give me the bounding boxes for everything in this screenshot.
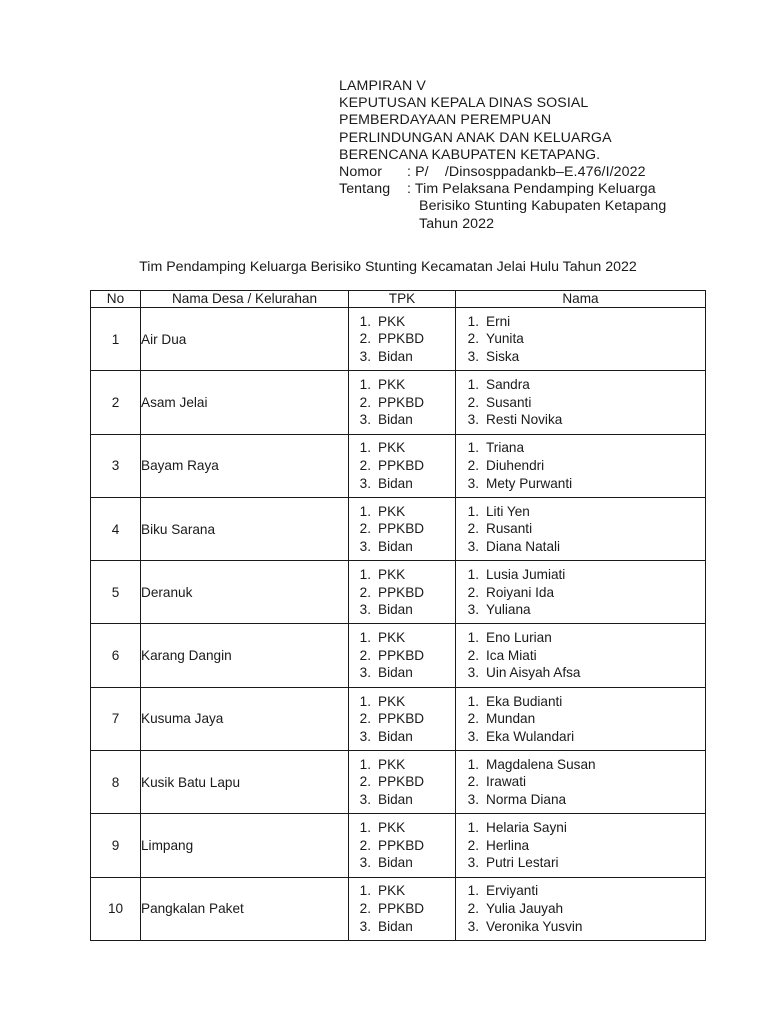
list-number: 2. (359, 521, 371, 537)
tpk-cell (349, 814, 456, 877)
member-name: Norma Diana (486, 792, 567, 808)
table-header-row (91, 291, 706, 308)
village-name: Pangkalan Paket (141, 877, 349, 940)
tpk-role: PPKBD (378, 521, 425, 537)
row-number: 2 (91, 371, 141, 434)
member-item (456, 520, 705, 538)
column-header-nama: Nama (456, 291, 706, 308)
tpk-role: PKK (378, 820, 406, 836)
member-names-cell (456, 624, 706, 687)
member-item (456, 411, 705, 429)
list-number: 2. (359, 774, 371, 790)
list-number: 3. (467, 348, 479, 364)
tpk-role: PPKBD (378, 331, 425, 347)
member-list (456, 629, 705, 682)
member-name: Susanti (486, 394, 532, 410)
list-number: 2. (359, 394, 371, 410)
tpk-role: Bidan (378, 602, 413, 618)
tpk-list (349, 376, 455, 429)
tpk-role: Bidan (378, 348, 413, 364)
member-list (456, 313, 705, 366)
list-number: 2. (467, 774, 479, 790)
tpk-item (349, 854, 455, 872)
member-names-cell (456, 561, 706, 624)
member-name: Diuhendri (486, 457, 545, 473)
table-row (91, 751, 706, 814)
member-name: Mundan (486, 711, 536, 727)
tpk-role: PPKBD (378, 901, 425, 917)
member-item (456, 584, 705, 602)
nomor-label: Nomor (339, 164, 383, 181)
tpk-cell (349, 497, 456, 560)
tpk-list (349, 313, 455, 366)
member-names-cell (456, 687, 706, 750)
list-number: 3. (359, 348, 371, 364)
member-item (456, 394, 705, 412)
member-item (456, 348, 705, 366)
tpk-item (349, 837, 455, 855)
member-item (456, 601, 705, 619)
tpk-list (349, 882, 455, 935)
tpk-list (349, 756, 455, 809)
tpk-role: Bidan (378, 792, 413, 808)
village-name: Karang Dangin (141, 624, 349, 687)
tpk-role: PPKBD (378, 647, 425, 663)
tpk-role: PKK (378, 693, 406, 709)
tpk-cell (349, 434, 456, 497)
member-item (456, 566, 705, 584)
member-item (456, 330, 705, 348)
tpk-item (349, 394, 455, 412)
member-names-cell (456, 751, 706, 814)
list-number: 3. (467, 602, 479, 618)
tpk-item (349, 647, 455, 665)
list-number: 2. (467, 331, 479, 347)
tpk-role: PPKBD (378, 774, 425, 790)
list-number: 1. (467, 503, 479, 519)
row-number: 4 (91, 497, 141, 560)
tpk-role: PKK (378, 883, 406, 899)
table-row (91, 814, 706, 877)
tpk-item (349, 728, 455, 746)
list-number: 3. (359, 602, 371, 618)
member-name: Erviyanti (486, 883, 539, 899)
village-name: Air Dua (141, 308, 349, 371)
member-names-cell (456, 434, 706, 497)
member-name: Rusanti (486, 521, 533, 537)
member-name: Lusia Jumiati (486, 566, 566, 582)
member-item (456, 376, 705, 394)
tpk-item (349, 819, 455, 837)
tpk-item (349, 664, 455, 682)
member-list (456, 882, 705, 935)
village-name: Bayam Raya (141, 434, 349, 497)
list-number: 3. (467, 855, 479, 871)
member-item (456, 728, 705, 746)
list-number: 1. (359, 377, 371, 393)
list-number: 2. (467, 901, 479, 917)
list-number: 1. (467, 820, 479, 836)
tpk-role: PPKBD (378, 584, 425, 600)
list-number: 1. (359, 313, 371, 329)
list-number: 1. (467, 756, 479, 772)
tpk-cell (349, 687, 456, 750)
member-item (456, 819, 705, 837)
member-name: Siska (486, 348, 520, 364)
tpk-cell (349, 751, 456, 814)
row-number: 5 (91, 561, 141, 624)
list-number: 3. (359, 855, 371, 871)
list-number: 1. (467, 377, 479, 393)
member-item (456, 756, 705, 774)
member-item (456, 710, 705, 728)
tpk-role: PKK (378, 440, 406, 456)
member-name: Eka Budianti (486, 693, 563, 709)
member-item (456, 882, 705, 900)
list-number: 2. (467, 837, 479, 853)
tpk-role: PPKBD (378, 711, 425, 727)
list-number: 1. (359, 630, 371, 646)
tpk-item (349, 918, 455, 936)
tpk-role: Bidan (378, 412, 413, 428)
tpk-cell (349, 624, 456, 687)
table-row (91, 877, 706, 940)
tpk-item (349, 756, 455, 774)
list-number: 3. (467, 538, 479, 554)
village-name: Asam Jelai (141, 371, 349, 434)
list-number: 3. (359, 538, 371, 554)
member-item (456, 693, 705, 711)
member-name: Diana Natali (486, 538, 561, 554)
tpk-item (349, 791, 455, 809)
member-name: Liti Yen (486, 503, 530, 519)
table-row (91, 308, 706, 371)
list-number: 1. (467, 313, 479, 329)
tpk-list (349, 629, 455, 682)
member-list (456, 756, 705, 809)
member-name: Sandra (486, 377, 530, 393)
list-number: 2. (359, 901, 371, 917)
list-number: 1. (359, 693, 371, 709)
member-item (456, 773, 705, 791)
tpk-role: Bidan (378, 538, 413, 554)
member-item (456, 457, 705, 475)
tentang-value: : Tim Pelaksana Pendamping Keluarga (407, 181, 656, 198)
list-number: 3. (359, 665, 371, 681)
tpk-cell (349, 561, 456, 624)
member-list (456, 376, 705, 429)
tpk-item (349, 348, 455, 366)
list-number: 2. (359, 584, 371, 600)
tpk-role: Bidan (378, 475, 413, 491)
tpk-item (349, 520, 455, 538)
list-number: 2. (467, 394, 479, 410)
member-list (456, 439, 705, 492)
member-name: Roiyani Ida (486, 584, 555, 600)
list-number: 2. (359, 457, 371, 473)
row-number: 6 (91, 624, 141, 687)
list-number: 2. (359, 711, 371, 727)
member-item (456, 647, 705, 665)
list-number: 3. (359, 792, 371, 808)
member-names-cell (456, 497, 706, 560)
list-number: 1. (467, 693, 479, 709)
member-name: Irawati (486, 774, 527, 790)
member-item (456, 837, 705, 855)
member-names-cell (456, 814, 706, 877)
header-line-lampiran: LAMPIRAN V (339, 78, 426, 94)
tpk-item (349, 710, 455, 728)
list-number: 3. (359, 728, 371, 744)
column-header-desa: Nama Desa / Kelurahan (141, 291, 349, 308)
member-item (456, 664, 705, 682)
member-name: Erni (486, 313, 511, 329)
table-row (91, 624, 706, 687)
list-number: 1. (359, 756, 371, 772)
tpk-item (349, 566, 455, 584)
list-number: 2. (467, 457, 479, 473)
tentang-row (339, 181, 666, 198)
tpk-item (349, 601, 455, 619)
member-item (456, 629, 705, 647)
header-line-keputusan: KEPUTUSAN KEPALA DINAS SOSIAL (339, 95, 589, 112)
tpk-cell (349, 308, 456, 371)
list-number: 1. (359, 883, 371, 899)
tpk-item (349, 900, 455, 918)
village-name: Kusik Batu Lapu (141, 751, 349, 814)
member-name: Mety Purwanti (486, 475, 573, 491)
document-header (339, 78, 666, 233)
table-row (91, 687, 706, 750)
nomor-row (339, 164, 666, 181)
tentang-continuation-1: Berisiko Stunting Kabupaten Ketapang (419, 198, 667, 215)
list-number: 1. (359, 440, 371, 456)
tpk-cell (349, 371, 456, 434)
header-line-berencana: BERENCANA KABUPATEN KETAPANG. (339, 146, 601, 163)
list-number: 1. (359, 503, 371, 519)
nomor-value: : P/ /Dinsosppadankb–E.476/I/2022 (407, 164, 646, 181)
row-number: 3 (91, 434, 141, 497)
table-title: Tim Pendamping Keluarga Berisiko Stunting Kecamatan Jelai Hulu Tahun 2022 (139, 259, 637, 275)
list-number: 2. (359, 837, 371, 853)
member-item (456, 503, 705, 521)
tpk-role: PPKBD (378, 394, 425, 410)
member-name: Veronika Yusvin (486, 918, 583, 934)
tpk-item (349, 629, 455, 647)
tpk-list (349, 819, 455, 872)
tpk-role: PKK (378, 503, 406, 519)
list-number: 1. (359, 820, 371, 836)
member-name: Uin Aisyah Afsa (486, 665, 581, 681)
member-names-cell (456, 371, 706, 434)
tpk-list (349, 439, 455, 492)
tpk-role: PPKBD (378, 457, 425, 473)
member-item (456, 439, 705, 457)
member-item (456, 313, 705, 331)
tpk-item (349, 882, 455, 900)
member-item (456, 918, 705, 936)
member-names-cell (456, 308, 706, 371)
member-name: Herlina (486, 837, 530, 853)
member-name: Triana (486, 440, 525, 456)
tpk-list (349, 503, 455, 556)
member-name: Putri Lestari (486, 855, 559, 871)
table-body (91, 308, 706, 941)
village-name: Kusuma Jaya (141, 687, 349, 750)
member-list (456, 503, 705, 556)
tpk-role: PKK (378, 313, 406, 329)
list-number: 3. (359, 918, 371, 934)
list-number: 3. (467, 792, 479, 808)
member-item (456, 854, 705, 872)
list-number: 3. (467, 475, 479, 491)
tpk-role: PKK (378, 630, 406, 646)
header-line-pemberdayaan: PEMBERDAYAAN PEREMPUAN (339, 112, 552, 129)
header-line-perlindungan: PERLINDUNGAN ANAK DAN KELUARGA (339, 129, 612, 146)
table-row (91, 371, 706, 434)
member-names-cell (456, 877, 706, 940)
tpk-item (349, 376, 455, 394)
tpk-cell (349, 877, 456, 940)
member-item (456, 900, 705, 918)
tpk-item (349, 313, 455, 331)
tpk-role: Bidan (378, 855, 413, 871)
member-item (456, 538, 705, 556)
member-list (456, 819, 705, 872)
tpk-role: PKK (378, 377, 406, 393)
list-number: 3. (359, 475, 371, 491)
row-number: 7 (91, 687, 141, 750)
tpk-item (349, 584, 455, 602)
list-number: 2. (467, 521, 479, 537)
tpk-item (349, 538, 455, 556)
tpk-item (349, 773, 455, 791)
member-list (456, 693, 705, 746)
list-number: 1. (467, 440, 479, 456)
member-name: Helaria Sayni (486, 820, 567, 836)
tpk-item (349, 457, 455, 475)
list-number: 2. (359, 647, 371, 663)
column-header-no: No (91, 291, 141, 308)
row-number: 1 (91, 308, 141, 371)
list-number: 3. (467, 665, 479, 681)
list-number: 2. (467, 711, 479, 727)
tpk-role: Bidan (378, 665, 413, 681)
tpk-item (349, 693, 455, 711)
row-number: 10 (91, 877, 141, 940)
village-name: Biku Sarana (141, 497, 349, 560)
list-number: 2. (467, 584, 479, 600)
member-name: Magdalena Susan (486, 756, 596, 772)
list-number: 2. (467, 647, 479, 663)
row-number: 9 (91, 814, 141, 877)
village-name: Limpang (141, 814, 349, 877)
tpk-list (349, 566, 455, 619)
list-number: 1. (467, 566, 479, 582)
member-name: Yulia Jauyah (486, 901, 564, 917)
member-name: Ica Miati (486, 647, 537, 663)
team-table (90, 290, 706, 941)
member-name: Resti Novika (486, 412, 563, 428)
village-name: Deranuk (141, 561, 349, 624)
list-number: 3. (467, 412, 479, 428)
column-header-tpk: TPK (349, 291, 456, 308)
list-number: 3. (467, 918, 479, 934)
table-row (91, 434, 706, 497)
tpk-item (349, 330, 455, 348)
list-number: 1. (467, 883, 479, 899)
list-number: 1. (467, 630, 479, 646)
member-name: Eno Lurian (486, 630, 552, 646)
tpk-item (349, 503, 455, 521)
list-number: 3. (467, 728, 479, 744)
list-number: 3. (359, 412, 371, 428)
table-row (91, 561, 706, 624)
tentang-label: Tentang (339, 181, 391, 198)
list-number: 2. (359, 331, 371, 347)
member-name: Eka Wulandari (486, 728, 575, 744)
tpk-list (349, 693, 455, 746)
tpk-role: Bidan (378, 728, 413, 744)
member-list (456, 566, 705, 619)
member-name: Yuliana (486, 602, 531, 618)
tpk-item (349, 475, 455, 493)
list-number: 1. (359, 566, 371, 582)
table-row (91, 497, 706, 560)
tentang-continuation-2: Tahun 2022 (419, 215, 495, 232)
member-item (456, 791, 705, 809)
tpk-role: PKK (378, 756, 406, 772)
tpk-item (349, 439, 455, 457)
row-number: 8 (91, 751, 141, 814)
tpk-role: PKK (378, 566, 406, 582)
tpk-item (349, 411, 455, 429)
tpk-role: PPKBD (378, 837, 425, 853)
tpk-role: Bidan (378, 918, 413, 934)
member-name: Yunita (486, 331, 524, 347)
member-item (456, 475, 705, 493)
